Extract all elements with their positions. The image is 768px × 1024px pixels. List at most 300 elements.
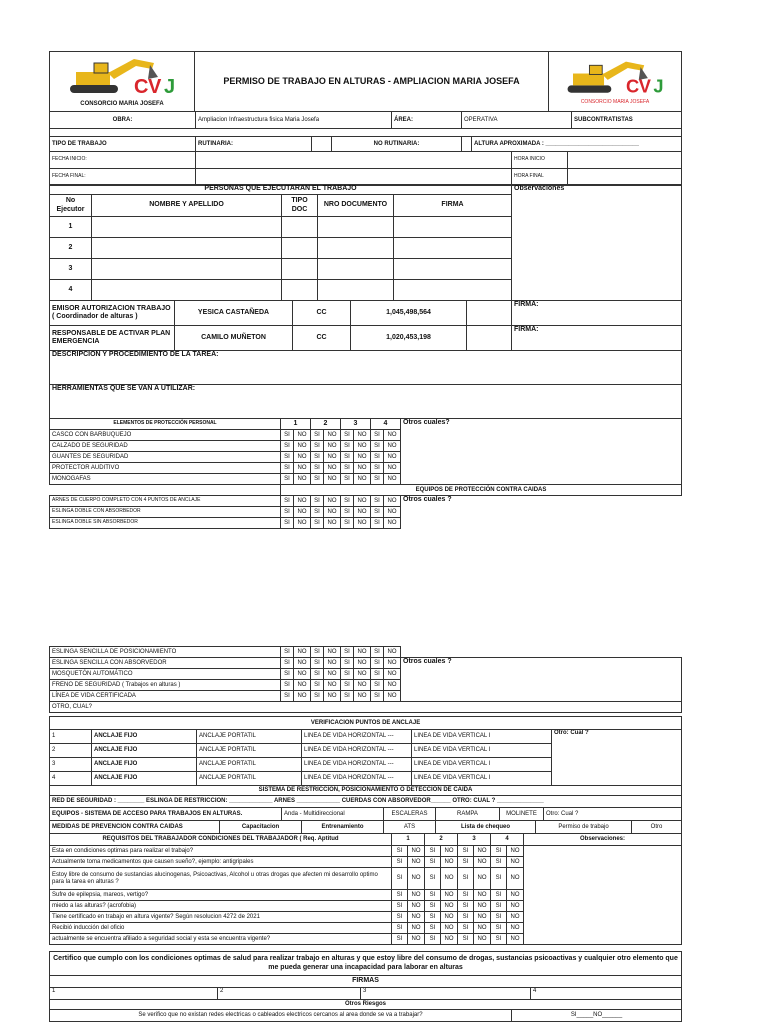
blank-cell: [401, 647, 682, 658]
anclaje-fijo[interactable]: ANCLAJE FIJO: [92, 772, 197, 786]
no-checkbox[interactable]: NO: [384, 430, 401, 441]
si-checkbox[interactable]: SI: [311, 680, 324, 691]
anclaje-fijo[interactable]: ANCLAJE FIJO: [92, 758, 197, 772]
no-checkbox[interactable]: NO: [384, 647, 401, 658]
no-checkbox[interactable]: NO: [354, 669, 371, 680]
epcc-otros[interactable]: Otros cuales ?: [401, 496, 682, 529]
si-checkbox[interactable]: SI: [371, 463, 384, 474]
documento-field[interactable]: [318, 238, 394, 259]
no-checkbox[interactable]: NO: [408, 912, 425, 923]
linea-horizontal[interactable]: LINEA DE VIDA HORIZONTAL ---: [302, 744, 412, 758]
epcc-row: [50, 496, 682, 507]
epcc-item: ESLINGA DOBLE SIN ABSORBEDOR: [50, 518, 281, 529]
medida-otro[interactable]: Otro: [632, 821, 682, 834]
si-checkbox[interactable]: SI: [392, 934, 408, 945]
responsable-name: CAMILO MUÑETON: [175, 326, 293, 351]
req-item: actualmente se encuentra afiliado a seguridad social y esta se encuentra vigente?: [50, 934, 392, 945]
epcc2-row: [50, 647, 682, 658]
si-checkbox[interactable]: SI: [392, 846, 408, 857]
col-nro-documento: NRO DOCUMENTO: [318, 195, 394, 217]
ejecutor-number: 2: [50, 238, 92, 259]
si-checkbox[interactable]: SI: [458, 857, 474, 868]
linea-horizontal[interactable]: LINEA DE VIDA HORIZONTAL ---: [302, 758, 412, 772]
no-checkbox[interactable]: NO: [474, 890, 491, 901]
company-name: CONSORCIO MARIA JOSEFA: [80, 101, 164, 108]
si-checkbox[interactable]: SI: [425, 901, 441, 912]
acceso-anda[interactable]: Anda - Multidireccional: [282, 808, 384, 821]
no-checkbox[interactable]: NO: [408, 901, 425, 912]
firma-field[interactable]: [394, 238, 512, 259]
no-checkbox[interactable]: NO: [507, 890, 524, 901]
si-checkbox[interactable]: SI: [311, 507, 324, 518]
no-checkbox[interactable]: NO: [354, 518, 371, 529]
epp-otros[interactable]: Otros cuales?: [401, 419, 682, 485]
tipo-doc-field[interactable]: [282, 280, 318, 301]
si-checkbox[interactable]: SI: [371, 669, 384, 680]
no-checkbox[interactable]: NO: [474, 857, 491, 868]
no-checkbox[interactable]: NO: [294, 691, 311, 702]
no-checkbox[interactable]: NO: [507, 901, 524, 912]
si-checkbox[interactable]: SI: [341, 680, 354, 691]
no-checkbox[interactable]: NO: [324, 441, 341, 452]
req-item: Estoy libre de consumo de sustancias alucinogenas, Psicoactivas, Alcohol u otras drogas que afecten mi desarrollo optimo para la tarea en alturas ?: [50, 868, 392, 890]
anclaje-fijo[interactable]: ANCLAJE FIJO: [92, 744, 197, 758]
si-checkbox[interactable]: SI: [458, 868, 474, 890]
req-row: [50, 846, 682, 857]
si-checkbox[interactable]: SI: [281, 430, 294, 441]
no-checkbox[interactable]: NO: [384, 452, 401, 463]
si-checkbox[interactable]: SI: [425, 857, 441, 868]
obra-label: OBRA:: [50, 112, 196, 129]
emisor-firma[interactable]: FIRMA:: [512, 301, 682, 326]
no-checkbox[interactable]: NO: [474, 912, 491, 923]
si-checkbox[interactable]: SI: [311, 669, 324, 680]
si-checkbox[interactable]: SI: [425, 912, 441, 923]
documento-field[interactable]: [318, 217, 394, 238]
si-checkbox[interactable]: SI: [491, 890, 507, 901]
responsable-doc: CC: [293, 326, 351, 351]
herramientas-label[interactable]: HERRAMIENTAS QUE SE VAN A UTILIZAR:: [50, 385, 682, 419]
firma-slot-2[interactable]: 2: [218, 988, 361, 1000]
hora-inicio-field[interactable]: [568, 152, 682, 169]
responsable-firma[interactable]: FIRMA:: [512, 326, 682, 351]
no-checkbox[interactable]: NO: [408, 923, 425, 934]
firma-slot-1[interactable]: 1: [50, 988, 218, 1000]
anclaje-portatil[interactable]: ANCLAJE PORTATIL: [197, 730, 302, 744]
si-checkbox[interactable]: SI: [371, 518, 384, 529]
epcc2-otros[interactable]: Otros cuales ?: [401, 658, 682, 702]
no-checkbox[interactable]: NO: [294, 518, 311, 529]
no-checkbox[interactable]: NO: [507, 912, 524, 923]
no-checkbox[interactable]: NO: [441, 912, 458, 923]
tipo-doc-field[interactable]: [282, 217, 318, 238]
svg-text:V: V: [148, 76, 162, 99]
subcontratistas-label: SUBCONTRATISTAS: [572, 112, 682, 129]
hora-final-field[interactable]: [568, 169, 682, 186]
no-checkbox[interactable]: NO: [384, 474, 401, 485]
nombre-field[interactable]: [92, 280, 282, 301]
nombre-field[interactable]: [92, 259, 282, 280]
rutinaria-check[interactable]: [312, 137, 332, 152]
linea-horizontal[interactable]: LINEA DE VIDA HORIZONTAL ---: [302, 772, 412, 786]
anclaje-fijo[interactable]: ANCLAJE FIJO: [92, 730, 197, 744]
firmas-title: FIRMAS: [50, 976, 682, 988]
no-checkbox[interactable]: NO: [507, 934, 524, 945]
no-checkbox[interactable]: NO: [294, 474, 311, 485]
no-checkbox[interactable]: NO: [324, 518, 341, 529]
spacer-row: [50, 129, 682, 137]
emisor-blank: [467, 301, 512, 326]
si-checkbox[interactable]: SI: [458, 890, 474, 901]
fecha-final-field[interactable]: [196, 169, 512, 186]
si-checkbox[interactable]: SI: [371, 658, 384, 669]
no-checkbox[interactable]: NO: [507, 868, 524, 890]
si-checkbox[interactable]: SI: [311, 463, 324, 474]
si-checkbox[interactable]: SI: [392, 857, 408, 868]
no-checkbox[interactable]: NO: [354, 430, 371, 441]
rutinaria-label: RUTINARIA:: [196, 137, 312, 152]
epcc-item: ARNES DE CUERPO COMPLETO CON 4 PUNTOS DE ANCLAJE: [50, 496, 281, 507]
firma-field[interactable]: [394, 259, 512, 280]
no-checkbox[interactable]: NO: [324, 647, 341, 658]
si-checkbox[interactable]: SI: [281, 518, 294, 529]
no-checkbox[interactable]: NO: [354, 647, 371, 658]
no-checkbox[interactable]: NO: [294, 658, 311, 669]
no-rutinaria-check[interactable]: [462, 137, 472, 152]
req-col-1: 1: [392, 834, 425, 846]
nombre-field[interactable]: [92, 238, 282, 259]
no-checkbox[interactable]: NO: [384, 518, 401, 529]
no-checkbox[interactable]: NO: [294, 647, 311, 658]
observaciones-box[interactable]: Observaciones: [512, 185, 682, 301]
si-checkbox[interactable]: SI: [491, 923, 507, 934]
epp-title: ELEMENTOS DE PROTECCIÓN PERSONAL: [50, 419, 281, 430]
descripcion-label[interactable]: DESCRIPCION Y PROCEDIMIENTO DE LA TAREA:: [50, 351, 682, 385]
no-checkbox[interactable]: NO: [354, 507, 371, 518]
no-checkbox[interactable]: NO: [384, 691, 401, 702]
excavator-logo-icon: [560, 58, 670, 100]
no-checkbox[interactable]: NO: [354, 452, 371, 463]
no-checkbox[interactable]: NO: [294, 669, 311, 680]
acceso-label: EQUIPOS - SISTEMA DE ACCESO PARA TRABAJOS EN ALTURAS.: [50, 808, 282, 821]
si-checkbox[interactable]: SI: [341, 518, 354, 529]
no-checkbox[interactable]: NO: [354, 658, 371, 669]
linea-horizontal[interactable]: LINEA DE VIDA HORIZONTAL ---: [302, 730, 412, 744]
si-checkbox[interactable]: SI: [458, 923, 474, 934]
anclaje-row: [50, 730, 682, 744]
nombre-field[interactable]: [92, 217, 282, 238]
sistema-table: [49, 785, 682, 808]
si-checkbox[interactable]: SI: [392, 923, 408, 934]
responsables-table: [49, 300, 682, 351]
epcc2-item: FRENO DE SEGURIDAD ( Trabajos en alturas ): [50, 680, 281, 691]
si-checkbox[interactable]: SI: [491, 857, 507, 868]
no-checkbox[interactable]: NO: [354, 680, 371, 691]
si-checkbox[interactable]: SI: [341, 430, 354, 441]
si-checkbox[interactable]: SI: [392, 868, 408, 890]
si-checkbox[interactable]: SI: [341, 691, 354, 702]
no-checkbox[interactable]: NO: [324, 680, 341, 691]
si-checkbox[interactable]: SI: [425, 868, 441, 890]
si-checkbox[interactable]: SI: [311, 441, 324, 452]
epcc2-item: ESLINGA SENCILLA DE POSICIONAMIENTO: [50, 647, 281, 658]
no-checkbox[interactable]: NO: [294, 463, 311, 474]
no-checkbox[interactable]: NO: [474, 868, 491, 890]
si-checkbox[interactable]: SI: [371, 452, 384, 463]
acceso-otro[interactable]: Otro: Cual ?: [544, 808, 682, 821]
no-checkbox[interactable]: NO: [408, 868, 425, 890]
epcc-title: EQUIPOS DE PROTECCIÓN CONTRA CAIDAS: [281, 485, 682, 496]
tipo-trabajo-label: TIPO DE TRABAJO: [50, 137, 196, 152]
si-checkbox[interactable]: SI: [371, 474, 384, 485]
no-checkbox[interactable]: NO: [324, 669, 341, 680]
si-checkbox[interactable]: SI: [341, 669, 354, 680]
no-checkbox[interactable]: NO: [474, 923, 491, 934]
si-checkbox[interactable]: SI: [425, 934, 441, 945]
info-table: [49, 111, 682, 152]
logo-left: [50, 52, 195, 112]
req-item: Sufre de epilepsia, mareos, vertigo?: [50, 890, 392, 901]
no-checkbox[interactable]: NO: [441, 846, 458, 857]
si-checkbox[interactable]: SI: [458, 934, 474, 945]
si-checkbox[interactable]: SI: [281, 680, 294, 691]
anclaje-portatil[interactable]: ANCLAJE PORTATIL: [197, 744, 302, 758]
no-checkbox[interactable]: NO: [294, 441, 311, 452]
req-col-3: 3: [458, 834, 491, 846]
no-checkbox[interactable]: NO: [324, 691, 341, 702]
si-checkbox[interactable]: SI: [281, 647, 294, 658]
sistema-line[interactable]: RED DE SEGURIDAD : ________ ESLINGA DE RESTRICCION: _____________ ARNES _____________ CUERDAS CON ABSORVEDOR______ OTRO: CUAL ? ______________: [50, 796, 682, 808]
no-checkbox[interactable]: NO: [408, 890, 425, 901]
no-checkbox[interactable]: NO: [441, 868, 458, 890]
req-item: Recibió inducción del oficio: [50, 923, 392, 934]
firma-field[interactable]: [394, 280, 512, 301]
epcc2-table: [49, 646, 682, 713]
hora-final-label: HORA FINAL: [512, 169, 568, 186]
no-checkbox[interactable]: NO: [507, 857, 524, 868]
no-checkbox[interactable]: NO: [441, 923, 458, 934]
no-checkbox[interactable]: NO: [324, 463, 341, 474]
si-checkbox[interactable]: SI: [281, 474, 294, 485]
no-rutinaria-label: NO RUTINARIA:: [332, 137, 462, 152]
no-checkbox[interactable]: NO: [507, 923, 524, 934]
si-checkbox[interactable]: SI: [281, 441, 294, 452]
no-checkbox[interactable]: NO: [384, 463, 401, 474]
no-checkbox[interactable]: NO: [324, 496, 341, 507]
no-checkbox[interactable]: NO: [354, 474, 371, 485]
si-checkbox[interactable]: SI: [341, 474, 354, 485]
no-checkbox[interactable]: NO: [408, 934, 425, 945]
anclaje-title: VERIFICACION PUNTOS DE ANCLAJE: [50, 717, 682, 730]
medida-capacitacion[interactable]: Capacitacion: [220, 821, 302, 834]
si-checkbox[interactable]: SI: [311, 658, 324, 669]
si-checkbox[interactable]: SI: [371, 430, 384, 441]
epp-item: PROTECTOR AUDITIVO: [50, 463, 281, 474]
epcc2-item: ESLINGA SENCILLA CON ABSORVEDOR: [50, 658, 281, 669]
si-checkbox[interactable]: SI: [311, 474, 324, 485]
no-checkbox[interactable]: NO: [324, 658, 341, 669]
si-checkbox[interactable]: SI: [371, 647, 384, 658]
no-checkbox[interactable]: NO: [408, 846, 425, 857]
si-checkbox[interactable]: SI: [458, 912, 474, 923]
svg-text:J: J: [653, 75, 664, 97]
no-checkbox[interactable]: NO: [408, 857, 425, 868]
fecha-inicio-label: FECHA INICIO:: [50, 152, 196, 169]
anclaje-portatil[interactable]: ANCLAJE PORTATIL: [197, 772, 302, 786]
no-checkbox[interactable]: NO: [294, 452, 311, 463]
fecha-inicio-field[interactable]: [196, 152, 512, 169]
si-checkbox[interactable]: SI: [281, 507, 294, 518]
svg-text:J: J: [164, 76, 176, 99]
anclaje-number: 3: [50, 758, 92, 772]
anclaje-portatil[interactable]: ANCLAJE PORTATIL: [197, 758, 302, 772]
si-checkbox[interactable]: SI: [281, 658, 294, 669]
si-checkbox[interactable]: SI: [341, 452, 354, 463]
no-checkbox[interactable]: NO: [324, 507, 341, 518]
si-checkbox[interactable]: SI: [341, 463, 354, 474]
emisor-name: YESICA CASTAÑEDA: [175, 301, 293, 326]
si-checkbox[interactable]: SI: [311, 452, 324, 463]
requisitos-table: [49, 833, 682, 945]
si-checkbox[interactable]: SI: [425, 890, 441, 901]
no-checkbox[interactable]: NO: [324, 474, 341, 485]
si-checkbox[interactable]: SI: [425, 846, 441, 857]
si-checkbox[interactable]: SI: [458, 846, 474, 857]
no-checkbox[interactable]: NO: [294, 680, 311, 691]
certifico-table: [49, 951, 682, 988]
no-checkbox[interactable]: NO: [384, 680, 401, 691]
emisor-doc: CC: [293, 301, 351, 326]
altura-label: ALTURA APROXIMADA : ____________________________: [472, 137, 682, 152]
epcc2-row: [50, 658, 682, 669]
no-checkbox[interactable]: NO: [441, 857, 458, 868]
req-observaciones: Observaciones:: [524, 834, 682, 846]
anclaje-otro[interactable]: Otro: Cual ?: [552, 730, 682, 786]
no-checkbox[interactable]: NO: [354, 496, 371, 507]
si-checkbox[interactable]: SI: [311, 647, 324, 658]
firma-slot-3[interactable]: 3: [361, 988, 531, 1000]
epp-col-2: 2: [311, 419, 341, 430]
acceso-rampa[interactable]: RAMPA: [436, 808, 500, 821]
linea-vertical[interactable]: LINEA DE VIDA VERTICAL I: [412, 730, 552, 744]
si-checkbox[interactable]: SI: [371, 680, 384, 691]
no-checkbox[interactable]: NO: [384, 507, 401, 518]
no-checkbox[interactable]: NO: [384, 441, 401, 452]
no-checkbox[interactable]: NO: [384, 658, 401, 669]
no-checkbox[interactable]: NO: [294, 496, 311, 507]
firma-slot-4[interactable]: 4: [531, 988, 682, 1000]
si-checkbox[interactable]: SI: [371, 496, 384, 507]
si-checkbox[interactable]: SI: [371, 441, 384, 452]
si-checkbox[interactable]: SI: [491, 934, 507, 945]
no-checkbox[interactable]: NO: [324, 452, 341, 463]
epcc2-otro-cual[interactable]: OTRO, CUAL?: [50, 702, 682, 713]
logo-right: [549, 52, 682, 112]
si-checkbox[interactable]: SI: [371, 691, 384, 702]
si-checkbox[interactable]: SI: [392, 901, 408, 912]
linea-vertical[interactable]: LINEA DE VIDA VERTICAL I: [412, 744, 552, 758]
no-checkbox[interactable]: NO: [354, 441, 371, 452]
si-checkbox[interactable]: SI: [311, 518, 324, 529]
si-checkbox[interactable]: SI: [311, 430, 324, 441]
req-observaciones-box[interactable]: [524, 846, 682, 945]
no-checkbox[interactable]: NO: [354, 691, 371, 702]
medida-permiso[interactable]: Permiso de trabajo: [536, 821, 632, 834]
si-checkbox[interactable]: SI: [341, 441, 354, 452]
firma-field[interactable]: [394, 217, 512, 238]
epp-item: CASCO CON BARBUQUEJO: [50, 430, 281, 441]
si-checkbox[interactable]: SI: [425, 923, 441, 934]
si-checkbox[interactable]: SI: [491, 846, 507, 857]
si-checkbox[interactable]: SI: [458, 901, 474, 912]
si-checkbox[interactable]: SI: [311, 691, 324, 702]
linea-vertical[interactable]: LINEA DE VIDA VERTICAL I: [412, 758, 552, 772]
medida-lista-chequeo[interactable]: Lista de chequeo: [436, 821, 536, 834]
no-checkbox[interactable]: NO: [384, 496, 401, 507]
no-checkbox[interactable]: NO: [507, 846, 524, 857]
si-checkbox[interactable]: SI: [341, 496, 354, 507]
no-checkbox[interactable]: NO: [324, 430, 341, 441]
riesgos-answer[interactable]: SI_____NO______: [512, 1010, 682, 1022]
si-checkbox[interactable]: SI: [371, 507, 384, 518]
company-name: CONSORCIO MARIA JOSEFA: [580, 98, 650, 105]
anclaje-number: 2: [50, 744, 92, 758]
acceso-escaleras[interactable]: ESCALERAS: [384, 808, 436, 821]
no-checkbox[interactable]: NO: [441, 901, 458, 912]
tipo-doc-field[interactable]: [282, 238, 318, 259]
responsable-blank: [467, 326, 512, 351]
epcc2-item: LÍNEA DE VIDA CERTIFICADA: [50, 691, 281, 702]
no-checkbox[interactable]: NO: [474, 901, 491, 912]
tipo-doc-field[interactable]: [282, 259, 318, 280]
req-col-4: 4: [491, 834, 524, 846]
no-checkbox[interactable]: NO: [474, 846, 491, 857]
si-checkbox[interactable]: SI: [491, 901, 507, 912]
si-checkbox[interactable]: SI: [311, 496, 324, 507]
medida-ats[interactable]: ATS: [384, 821, 436, 834]
si-checkbox[interactable]: SI: [281, 452, 294, 463]
si-checkbox[interactable]: SI: [281, 496, 294, 507]
si-checkbox[interactable]: SI: [341, 507, 354, 518]
medidas-label: MEDIDAS DE PREVENCION CONTRA CAIDAS: [50, 821, 220, 834]
si-checkbox[interactable]: SI: [281, 669, 294, 680]
responsable-number: 1,020,453,198: [351, 326, 467, 351]
documento-field[interactable]: [318, 280, 394, 301]
si-checkbox[interactable]: SI: [281, 463, 294, 474]
req-item: miedo a las alturas? (acrofobia): [50, 901, 392, 912]
no-checkbox[interactable]: NO: [294, 507, 311, 518]
si-checkbox[interactable]: SI: [491, 868, 507, 890]
no-checkbox[interactable]: NO: [354, 463, 371, 474]
no-checkbox[interactable]: NO: [474, 934, 491, 945]
si-checkbox[interactable]: SI: [392, 890, 408, 901]
si-checkbox[interactable]: SI: [341, 658, 354, 669]
si-checkbox[interactable]: SI: [341, 647, 354, 658]
medida-entrenamiento[interactable]: Entrenamiento: [302, 821, 384, 834]
si-checkbox[interactable]: SI: [281, 691, 294, 702]
acceso-molinete[interactable]: MOLINETE: [500, 808, 544, 821]
si-checkbox[interactable]: SI: [491, 912, 507, 923]
documento-field[interactable]: [318, 259, 394, 280]
si-checkbox[interactable]: SI: [392, 912, 408, 923]
no-checkbox[interactable]: NO: [441, 890, 458, 901]
page-title: PERMISO DE TRABAJO EN ALTURAS - AMPLIACION MARIA JOSEFA: [195, 52, 549, 112]
obra-value: Ampliacion Infraestructura fisica Maria Josefa: [196, 112, 392, 129]
no-checkbox[interactable]: NO: [294, 430, 311, 441]
no-checkbox[interactable]: NO: [441, 934, 458, 945]
linea-vertical[interactable]: LINEA DE VIDA VERTICAL I: [412, 772, 552, 786]
no-checkbox[interactable]: NO: [384, 669, 401, 680]
